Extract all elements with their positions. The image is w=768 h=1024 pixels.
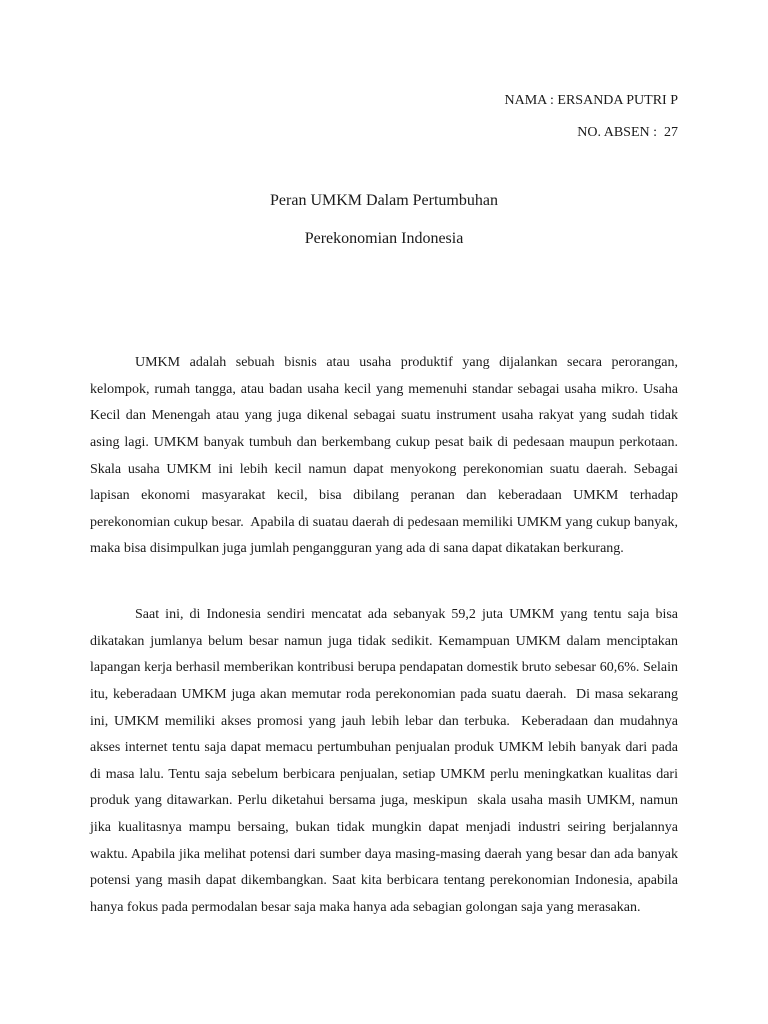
document-title-line-1: Peran UMKM Dalam Pertumbuhan	[270, 192, 498, 209]
body-paragraph: UMKM adalah sebuah bisnis atau usaha produktif yang dijalankan secara perorangan, kelompok, rumah tangga, atau badan usaha kecil yang memenuhi standar sebagai usaha mikro. Usaha Kecil dan Menengah atau yang juga dikenal sebagai suatu instrument usaha rakyat yang sudah tidak asing lagi. UMKM banyak tumbuh dan berkembang cukup pesat baik di pedesaan maupun perkotaan. Skala usaha UMKM ini lebih kecil namun dapat menyokong perekonomian suatu daerah. Sebagai lapisan ekonomi masyarakat kecil, bisa dibilang peranan dan keberadaan UMKM terhadap perekonomian cukup besar. Apabila di suatau daerah di pedesaan memiliki UMKM yang cukup banyak, maka bisa disimpulkan juga jumlah pengangguran yang ada di sana dapat dikatakan berkurang.	[90, 355, 682, 557]
student-absen-line: NO. ABSEN : 27	[577, 125, 678, 140]
document-title-line-2: Perekonomian Indonesia	[304, 230, 464, 247]
body-paragraph: Saat ini, di Indonesia sendiri mencatat ada sebanyak 59,2 juta UMKM yang tentu saja bisa dikatakan jumlanya belum besar namun juga tidak sedikit. Kemampuan UMKM dalam menciptakan lapangan kerja berhasil memberikan kontribusi berupa pendapatan domestik bruto sebesar 60,6%. Selain itu, keberadaan UMKM juga akan memutar roda perekonomian pada suatu daerah. Di masa sekarang ini, UMKM memiliki akses promosi yang jauh lebih lebar dan terbuka. Keberadaan dan mudahnya akses internet tentu saja dapat memacu pertumbuhan penjualan produk UMKM lebih banyak dari pada di masa lalu. Tentu saja sebelum berbicara penjualan, setiap UMKM perlu meningkatkan kualitas dari produk yang ditawarkan. Perlu diketahui bersama juga, meskipun skala usaha masih UMKM, namun jika kualitasnya mampu bersaing, bukan tidak mungkin dapat menjadi industri seiring berjalannya waktu. Apabila jika melihat potensi dari sumber daya masing-masing daerah yang besar dan ada banyak potensi yang masih dapat dikembangkan. Saat kita berbicara tentang perekonomian Indonesia, apabila hanya fokus pada permodalan besar saja maka hanya ada sebagian golongan saja yang merasakan.	[90, 607, 682, 915]
body-paragraph-2-container	[90, 549, 682, 975]
student-name-line: NAMA : ERSANDA PUTRI P	[504, 93, 678, 108]
